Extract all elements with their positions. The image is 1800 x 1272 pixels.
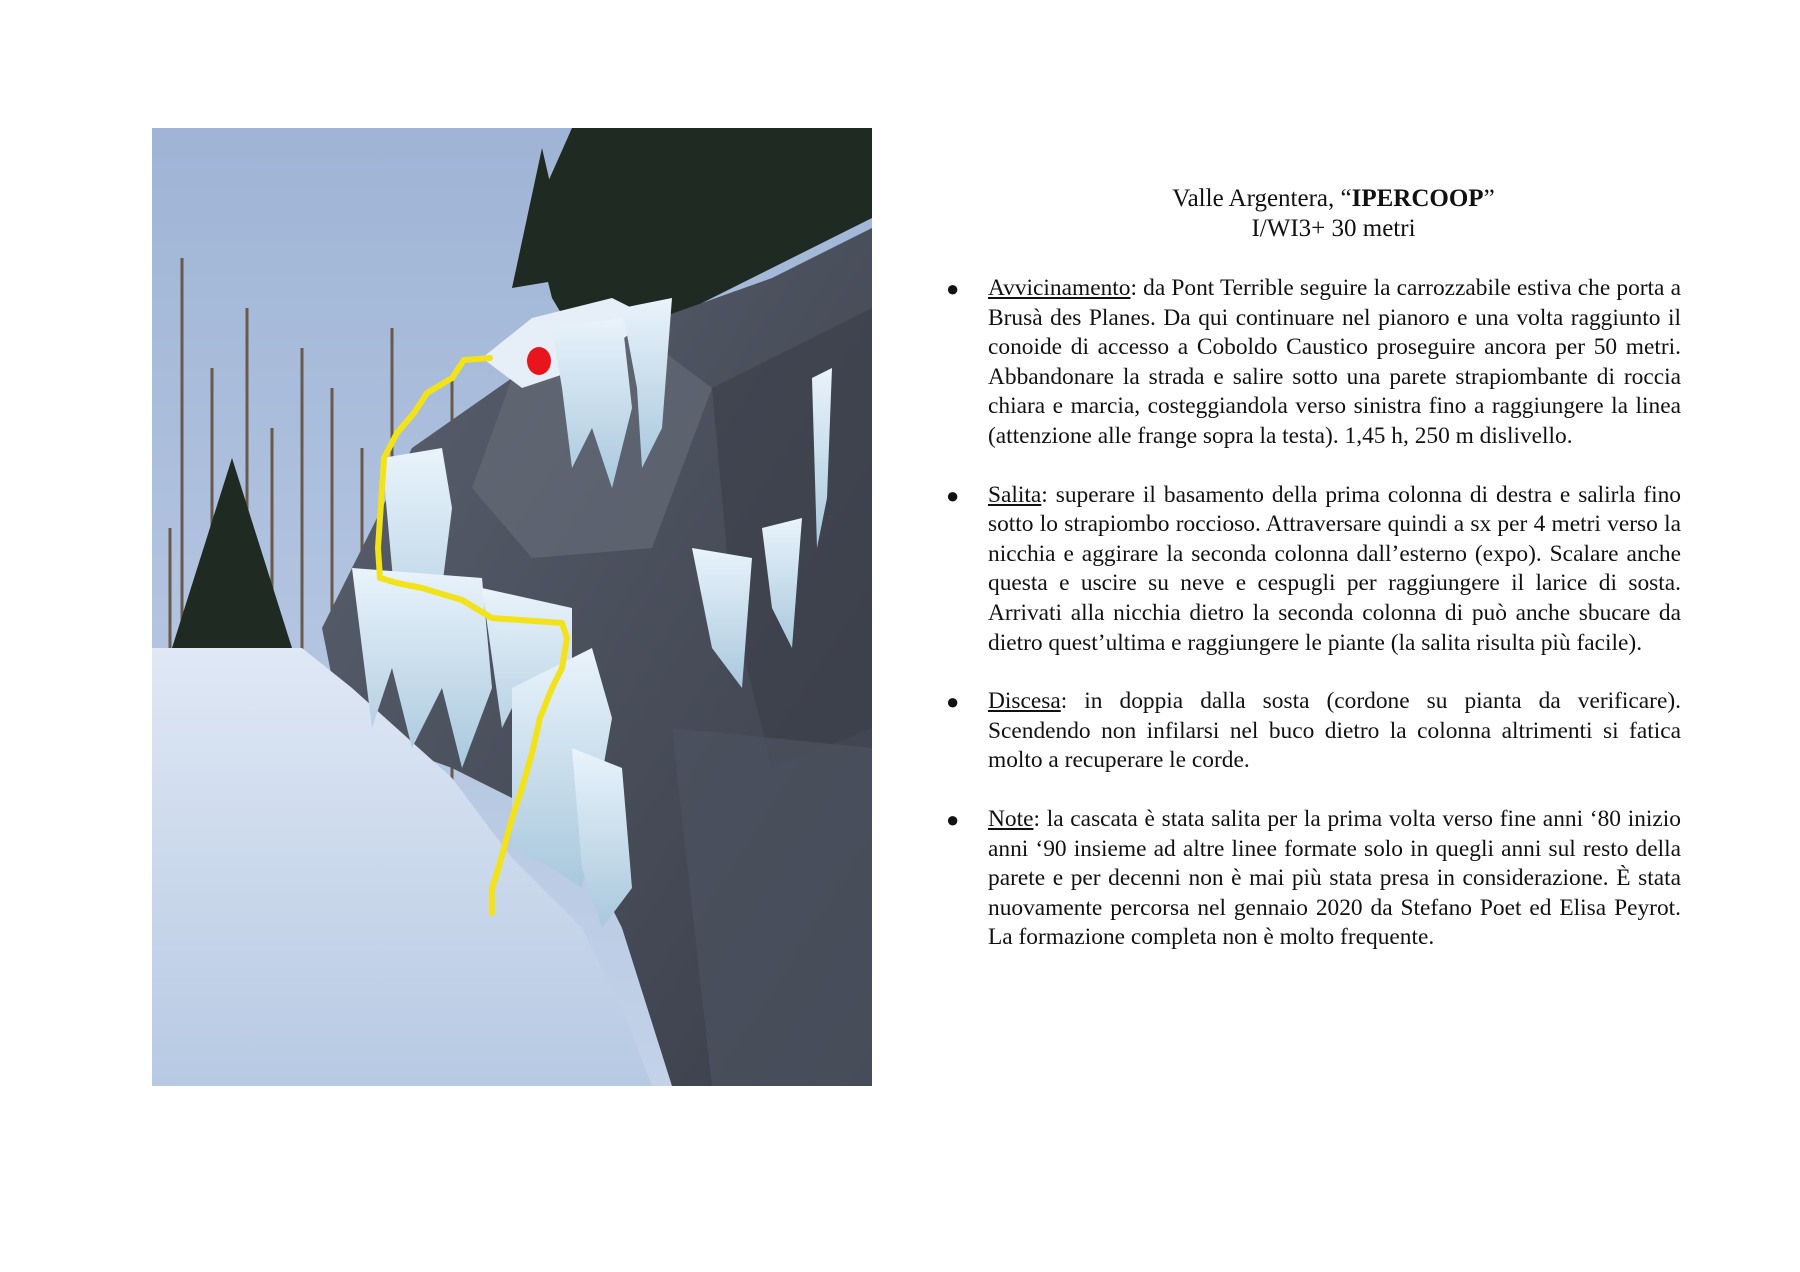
route-title: Valle Argentera, “IPERCOOP” bbox=[1172, 185, 1495, 212]
section-ascent bbox=[946, 481, 1681, 659]
route-topo-photo bbox=[152, 128, 872, 1086]
route-name: IPERCOOP bbox=[1351, 185, 1484, 212]
section-label: Note bbox=[988, 805, 1034, 832]
bullet-icon: ● bbox=[946, 482, 960, 508]
route-grade: I/WI3+ 30 metri bbox=[1251, 215, 1416, 242]
section-text: : superare il basamento della prima colonna di destra e salirla fino sotto lo strapiombo roccioso. Attraversare quindi a sx per 4 metri verso la nicchia e aggirare la seconda colonna dall’esterno (expo). Scalare anche questa e uscire su neve e cespugli per raggiungere il larice di sosta. Arrivati alla nicchia dietro la seconda colonna di può anche sbucare da dietro quest’ultima e raggiungere le piante (la salita risulta più facile). bbox=[988, 481, 1681, 656]
section-label: Discesa bbox=[988, 688, 1061, 715]
route-description bbox=[946, 184, 1681, 982]
section-label: Avvicinamento bbox=[988, 275, 1131, 301]
section-notes bbox=[946, 805, 1681, 953]
title-block bbox=[986, 184, 1681, 244]
section-text: : da Pont Terrible seguire la carrozzabile estiva che porta a Brusà des Planes. Da qui continuare nel pianoro e una volta raggiunto il conoide di accesso a Coboldo Caustico proseguire ancora per 50 metri. Abbandonare la strada e salire sotto una parete strapiombante di roccia chiara e marcia, costeggiandola verso sinistra fino a raggiungere la linea (attenzione alle frange sopra la testa). 1,45 h, 250 m dislivello. bbox=[988, 275, 1681, 449]
bullet-icon: ● bbox=[946, 806, 960, 832]
belay-marker-icon bbox=[527, 347, 551, 375]
bullet-icon: ● bbox=[946, 689, 960, 715]
section-text: : la cascata è stata salita per la prima volta verso fine anni ‘80 inizio anni ‘90 insieme ad altre linee formate solo in quegli anni sul resto della parete e per decenni non è mai più stata presa in considerazione. È stata nuovamente percorsa nel gennaio 2020 da Stefano Poet ed Elisa Peyrot. La formazione completa non è molto frequente. bbox=[988, 805, 1681, 951]
section-label: Salita bbox=[988, 481, 1042, 508]
section-approach bbox=[946, 274, 1681, 452]
section-list bbox=[946, 274, 1681, 953]
bullet-icon: ● bbox=[946, 276, 960, 301]
section-descent bbox=[946, 687, 1681, 776]
ice-waterfall-illustration bbox=[152, 128, 872, 1086]
section-text: : in doppia dalla sosta (cordone su pianta da verificare). Scendendo non infilarsi nel buco dietro la colonna altrimenti si fatica molto a recuperare le corde. bbox=[988, 688, 1681, 774]
